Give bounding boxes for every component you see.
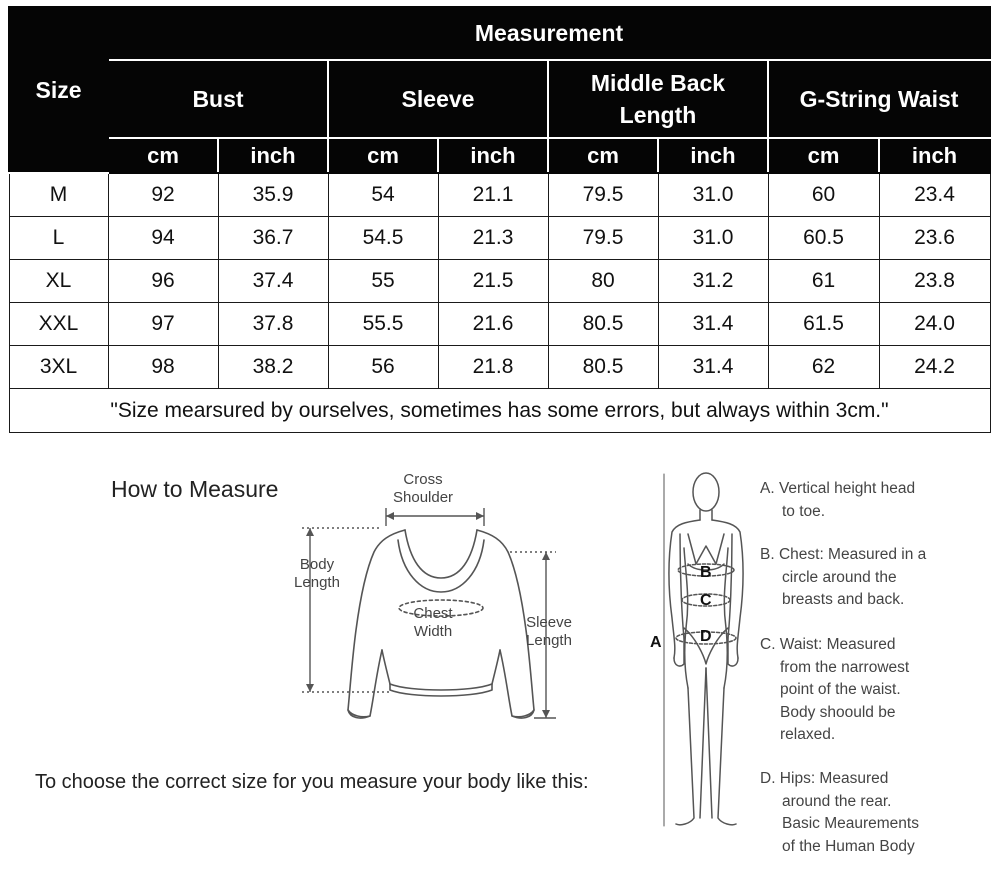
value-cell: 94 — [108, 217, 218, 260]
legend-d-line: Basic Meaurements — [782, 815, 919, 832]
value-cell: 24.2 — [879, 346, 990, 389]
chest-width-label-line2: Width — [413, 623, 453, 640]
value-cell: 38.2 — [218, 346, 328, 389]
value-cell: 80.5 — [548, 346, 658, 389]
group-header-sleeve: Sleeve — [328, 60, 548, 138]
value-cell: 24.0 — [879, 303, 990, 346]
group-header-bust: Bust — [108, 60, 328, 138]
value-cell: 21.6 — [438, 303, 548, 346]
value-cell: 23.6 — [879, 217, 990, 260]
size-cell: XL — [9, 260, 108, 303]
value-cell: 96 — [108, 260, 218, 303]
value-cell: 92 — [108, 173, 218, 217]
value-cell: 98 — [108, 346, 218, 389]
chest-width-label — [400, 605, 466, 641]
unit-header: inch — [438, 138, 548, 173]
figure-letter-c: C — [700, 592, 712, 609]
choose-size-instruction: To choose the correct size for you measure your body like this: — [35, 771, 589, 793]
cross-shoulder-label-line2: Shoulder — [393, 489, 454, 506]
value-cell: 37.8 — [218, 303, 328, 346]
size-cell: M — [9, 173, 108, 217]
measurement-header: Measurement — [108, 7, 990, 60]
unit-header: inch — [658, 138, 768, 173]
legend-b-line: breasts and back. — [782, 591, 905, 608]
value-cell: 55.5 — [328, 303, 438, 346]
legend-b-line: B. Chest: Measured in a — [760, 546, 927, 563]
value-cell: 31.0 — [658, 217, 768, 260]
legend-d-line: around the rear. — [782, 792, 892, 810]
value-cell: 56 — [328, 346, 438, 389]
value-cell: 21.1 — [438, 173, 548, 217]
value-cell: 54 — [328, 173, 438, 217]
legend-a-line: A. Vertical height head — [760, 480, 916, 497]
size-note: "Size mearsured by ourselves, sometimes has some errors, but always within 3cm." — [9, 389, 990, 433]
value-cell: 21.8 — [438, 346, 548, 389]
table-body — [9, 173, 990, 389]
cross-shoulder-label — [393, 471, 453, 507]
value-cell: 60.5 — [768, 217, 879, 260]
figure-letter-b: B — [700, 564, 712, 581]
unit-header: cm — [328, 138, 438, 173]
legend-c-line: from the narrowest — [780, 658, 910, 676]
value-cell: 61.5 — [768, 303, 879, 346]
size-cell: 3XL — [9, 346, 108, 389]
value-cell: 31.2 — [658, 260, 768, 303]
table-row — [9, 217, 990, 260]
group-header-middle-back-length — [548, 60, 768, 138]
legend-d-line: of the Human Body — [782, 837, 915, 855]
value-cell: 80 — [548, 260, 658, 303]
value-cell: 37.4 — [218, 260, 328, 303]
value-cell: 97 — [108, 303, 218, 346]
sleeve-length-label-line1: Sleeve — [526, 614, 572, 631]
how-to-measure-title: How to Measure — [111, 476, 279, 502]
value-cell: 60 — [768, 173, 879, 217]
cross-shoulder-label-line1: Cross — [403, 471, 443, 488]
figure-letter-a: A — [650, 634, 662, 651]
table-row — [9, 303, 990, 346]
value-cell: 31.4 — [658, 346, 768, 389]
value-cell: 31.0 — [658, 173, 768, 217]
legend-c-line: C. Waist: Measured — [760, 636, 896, 653]
group-header-middle-back-length-text: Middle Back Length — [590, 70, 726, 128]
value-cell: 23.4 — [879, 173, 990, 217]
unit-header: cm — [548, 138, 658, 173]
body-length-label — [287, 556, 347, 592]
sleeve-length-label — [518, 614, 580, 650]
value-cell: 23.8 — [879, 260, 990, 303]
unit-header: cm — [108, 138, 218, 173]
table-row — [9, 173, 990, 217]
value-cell: 79.5 — [548, 173, 658, 217]
value-cell: 55 — [328, 260, 438, 303]
unit-header: inch — [218, 138, 328, 173]
legend-d — [760, 768, 919, 858]
legend-c — [760, 634, 909, 747]
legend-d-line: D. Hips: Measured — [760, 770, 889, 787]
unit-header: inch — [879, 138, 990, 173]
value-cell: 54.5 — [328, 217, 438, 260]
legend-a — [760, 478, 915, 523]
size-cell: XXL — [9, 303, 108, 346]
value-cell: 80.5 — [548, 303, 658, 346]
value-cell: 21.3 — [438, 217, 548, 260]
legend-c-line: relaxed. — [780, 726, 836, 743]
sleeve-length-label-line2: Length — [526, 632, 572, 649]
value-cell: 79.5 — [548, 217, 658, 260]
group-header-g-string-waist: G-String Waist — [768, 60, 990, 138]
value-cell: 35.9 — [218, 173, 328, 217]
body-length-label-line2: Length — [294, 574, 340, 591]
size-header: Size — [9, 7, 108, 173]
table-row — [9, 260, 990, 303]
unit-header: cm — [768, 138, 879, 173]
size-chart-table — [8, 6, 991, 433]
table-row — [9, 346, 990, 389]
value-cell: 21.5 — [438, 260, 548, 303]
legend-c-line: Body shoould be — [780, 703, 896, 721]
legend-c-line: point of the waist. — [780, 681, 901, 698]
value-cell: 31.4 — [658, 303, 768, 346]
body-length-label-line1: Body — [299, 556, 335, 573]
value-cell: 61 — [768, 260, 879, 303]
value-cell: 36.7 — [218, 217, 328, 260]
legend-b-line: circle around the — [782, 568, 897, 586]
figure-letter-d: D — [700, 628, 712, 645]
legend-a-line: to toe. — [782, 502, 826, 520]
human-figure-illustration — [640, 468, 760, 838]
chest-width-label-line1: Chest — [413, 605, 453, 622]
value-cell: 62 — [768, 346, 879, 389]
size-cell: L — [9, 217, 108, 260]
legend-b — [760, 544, 926, 612]
